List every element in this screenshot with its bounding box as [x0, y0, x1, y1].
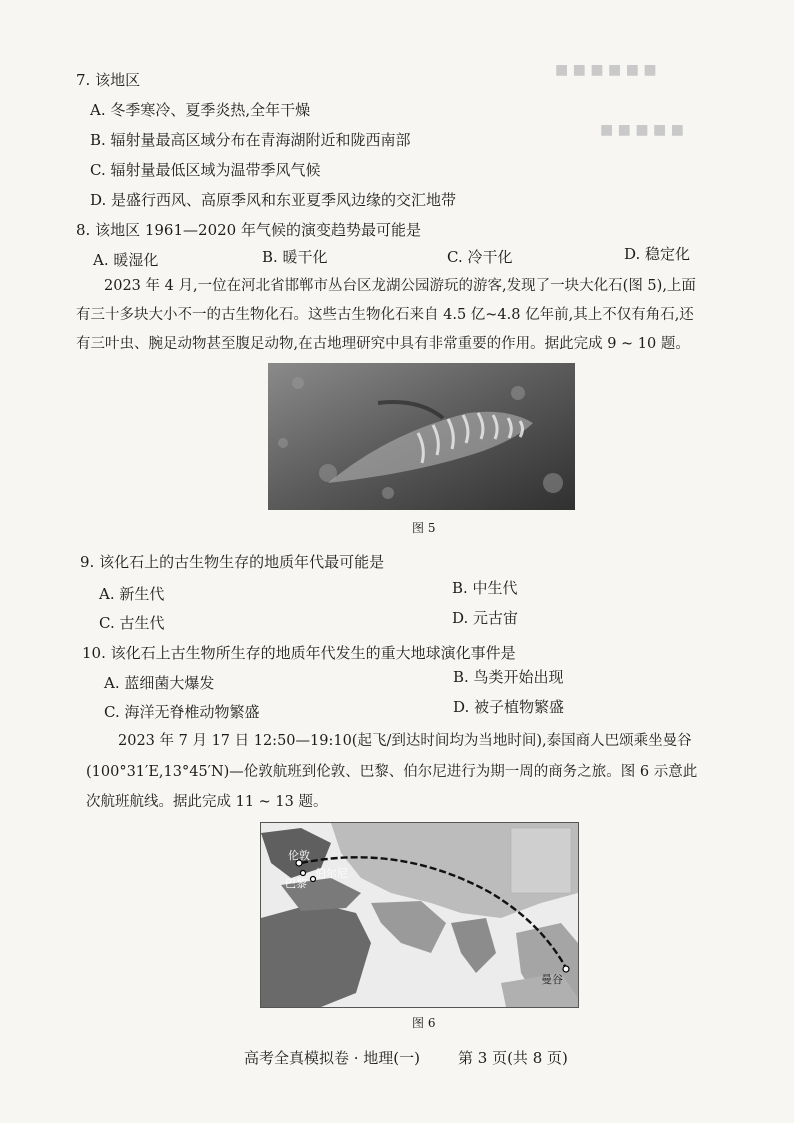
q9-option-d: D. 元古宙 — [452, 609, 519, 627]
bangkok-marker — [563, 966, 569, 972]
q8-stem: 8. 该地区 1961—2020 年气候的演变趋势最可能是 — [76, 221, 421, 239]
bleed-through-mark: ■ ■ ■ ■ ■ ■ — [555, 62, 657, 78]
q8-option-b: B. 暖干化 — [262, 248, 328, 266]
fossil-illustration — [268, 363, 575, 510]
q7-stem: 7. 该地区 — [76, 71, 141, 89]
paris-label: 巴黎 — [285, 877, 307, 890]
q7-option-a: A. 冬季寒冷、夏季炎热,全年干燥 — [90, 101, 311, 119]
flight-route-map — [260, 822, 579, 1008]
passage1-line-1: 2023 年 4 月,一位在河北省邯郸市丛台区龙湖公园游玩的游客,发现了一块大化石(图 5),上面 — [104, 278, 696, 294]
q9-option-b: B. 中生代 — [452, 579, 518, 597]
q8-option-c: C. 冷干化 — [447, 248, 513, 266]
passage2-line-1: 2023 年 7 月 17 日 12:50—19:10(起飞/到达时间均为当地时间),泰国商人巴颂乘坐曼谷 — [118, 733, 692, 749]
q9-option-a: A. 新生代 — [99, 585, 165, 603]
q8-option-a: A. 暖湿化 — [93, 251, 159, 269]
passage2-line-3: 次航班航线。据此完成 11 ~ 13 题。 — [86, 794, 328, 810]
q7-option-b: B. 辐射量最高区域分布在青海湖附近和陇西南部 — [90, 131, 411, 149]
paris-marker — [301, 871, 306, 876]
q10-option-a: A. 蓝细菌大爆发 — [104, 674, 215, 692]
bangkok-label: 曼谷 — [541, 973, 563, 986]
q8-option-d: D. 稳定化 — [624, 245, 691, 263]
exam-title-footer: 高考全真模拟卷 · 地理(一) — [244, 1049, 421, 1067]
q10-stem: 10. 该化石上古生物所生存的地质年代发生的重大地球演化事件是 — [82, 644, 516, 662]
q7-option-d: D. 是盛行西风、高原季风和东亚夏季风边缘的交汇地带 — [90, 191, 457, 209]
fig5-caption: 图 5 — [412, 521, 436, 535]
page-number: 第 3 页(共 8 页) — [458, 1049, 568, 1067]
q10-option-d: D. 被子植物繁盛 — [453, 698, 565, 716]
fossil-photo — [268, 363, 575, 510]
land-region — [261, 903, 371, 1007]
london-label: 伦敦 — [288, 849, 310, 862]
bleed-through-mark: ■ ■ ■ ■ ■ — [600, 122, 684, 138]
fig6-caption: 图 6 — [412, 1016, 436, 1030]
q7-option-c: C. 辐射量最低区域为温带季风气候 — [90, 161, 321, 179]
passage1-line-2: 有三十多块大小不一的古生物化石。这些古生物化石来自 4.5 亿~4.8 亿年前,其上不仅有角石,还 — [76, 307, 694, 323]
passage1-line-3: 有三叶虫、腕足动物甚至腹足动物,在古地理研究中具有非常重要的作用。据此完成 9 ~ 10 题。 — [76, 336, 690, 352]
q9-option-c: C. 古生代 — [99, 614, 165, 632]
bern-label: 伯尔尼 — [315, 867, 348, 880]
q10-option-c: C. 海洋无脊椎动物繁盛 — [104, 703, 260, 721]
passage2-line-2: (100°31′E,13°45′N)—伦敦航班到伦敦、巴黎、伯尔尼进行为期一周的商务之旅。图 6 示意此 — [86, 764, 698, 780]
q9-stem: 9. 该化石上的古生物生存的地质年代最可能是 — [80, 553, 385, 571]
q10-option-b: B. 鸟类开始出现 — [453, 668, 564, 686]
